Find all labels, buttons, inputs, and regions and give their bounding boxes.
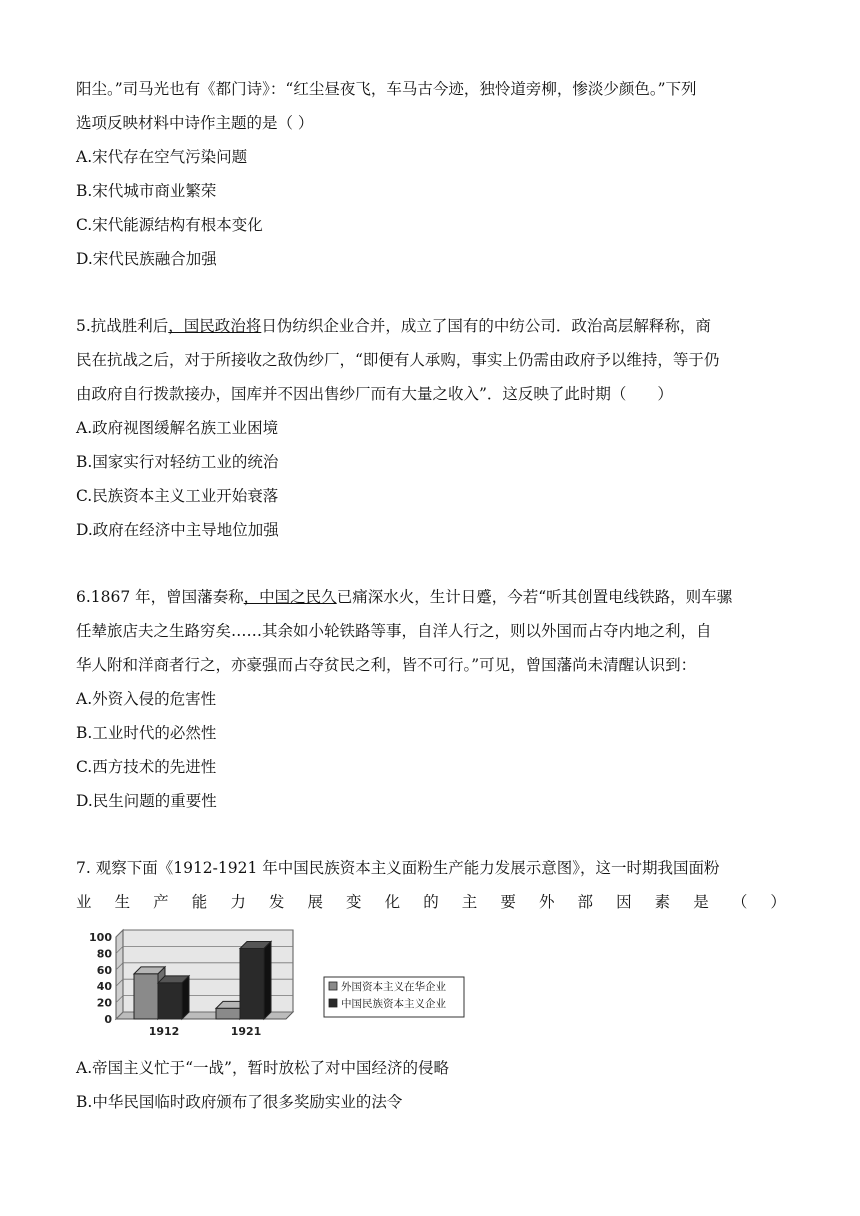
bar-side (264, 941, 271, 1019)
q7-stem-char: 生 (114, 893, 131, 911)
q5-option-d: D.政府在经济中主导地位加强 (76, 521, 279, 539)
q6-stem-line-1 (76, 580, 786, 614)
q6-stem-line-3: 华人附和洋商者行之，亦豪强而占夺贫民之利，皆不可行。”可见，曾国藩尚未清醒认识到： (76, 656, 697, 674)
q5-stem-line-2: 民在抗战之后，对于所接收之敌伪纱厂，“即便有人承购，事实上仍需由政府予以维持，等于仍 (76, 351, 720, 369)
q7-option-a: A.帝国主义忙于“一战”，暂时放松了对中国经济的侵略 (76, 1059, 449, 1077)
q4-option-d: D.宋代民族融合加强 (76, 250, 217, 268)
q6-stem-text: 6.1867 年，曾国藩奏称 (76, 588, 244, 606)
q5-stem-line-1 (76, 309, 786, 343)
q7-stem-char: 化 (384, 893, 401, 911)
q7-stem-char: 外 (538, 893, 555, 911)
q7-stem-char: 主 (461, 893, 478, 911)
q7-stem-char: （ (731, 893, 748, 911)
q7-stem-char: 发 (268, 893, 285, 911)
bar-1912-series-0 (134, 974, 158, 1019)
q7-stem-char: 力 (230, 893, 246, 911)
legend-swatch (329, 982, 337, 990)
q7-stem-line-2 (76, 885, 786, 919)
q6-option-b: B.工业时代的必然性 (76, 724, 217, 742)
q7-stem-char: 部 (577, 893, 594, 911)
exam-page (76, 72, 786, 1119)
y-tick-label: 60 (96, 963, 112, 977)
bar-1921-series-0 (216, 1008, 240, 1019)
x-tick-label: 1921 (230, 1025, 262, 1038)
q7-stem-char: 的 (423, 893, 439, 911)
q7-stem-line-1: 7. 观察下面《1912-1921 年中国民族资本主义面粉生产能力发展示意图》，这一时期我国面粉 (76, 859, 720, 877)
q4-stem-line-2: 选项反映材料中诗作主题的是（ ） (76, 114, 314, 132)
y-tick-label: 20 (96, 996, 112, 1010)
q7-stem-char: 能 (191, 893, 208, 911)
q5-stem-text: 日伪纺织企业合并，成立了国有的中纺公司．政治高层解释称，商 (261, 317, 711, 335)
q7-stem-char: 是 (693, 893, 709, 911)
flour-capacity-chart (76, 923, 786, 1051)
y-tick-label: 100 (89, 931, 112, 944)
q7-stem-char: ） (770, 893, 786, 911)
q6-option-a: A.外资入侵的危害性 (76, 690, 217, 708)
q4-option-c: C.宋代能源结构有根本变化 (76, 216, 263, 234)
q5-option-c: C.民族资本主义工业开始衰落 (76, 487, 279, 505)
y-tick-label: 80 (96, 947, 112, 961)
q6-stem-line-2: 任辇旅店夫之生路穷矣……其余如小轮铁路等事，自洋人行之，则以外国而占夺内地之利，自 (76, 622, 712, 640)
legend-label: 外国资本主义在华企业 (341, 981, 446, 993)
q6-underlined-text: ，中国之民久 (243, 588, 337, 606)
q4-stem-line-1: 阳尘。”司马光也有《都门诗》：“红尘昼夜飞，车马古今迹，独怜道旁柳，惨淡少颜色。”下列 (76, 80, 697, 98)
bar-1912-series-1 (158, 983, 182, 1019)
q5-option-b: B.国家实行对轻纺工业的统治 (76, 453, 279, 471)
q7-stem-char: 要 (500, 893, 516, 911)
q7-stem-char: 产 (153, 893, 169, 911)
q5-stem-line-3: 由政府自行拨款接办，国库并不因出售纱厂而有大量之收入”．这反映了此时期（ ） (76, 385, 673, 403)
chart-side-wall (116, 930, 123, 1019)
q4-option-b: B.宋代城市商业繁荣 (76, 182, 217, 200)
q6-option-c: C.西方技术的先进性 (76, 758, 217, 776)
q6-stem-text: 已痛深水火，生计日蹙，今若“听其创置电线铁路，则车骡 (336, 588, 733, 606)
q5-option-a: A.政府视图缓解名族工业困境 (76, 419, 279, 437)
q7-stem-char: 展 (307, 893, 323, 911)
legend-label: 中国民族资本主义企业 (341, 998, 446, 1010)
x-tick-label: 1912 (148, 1025, 180, 1038)
q7-stem-char: 业 (76, 893, 92, 911)
q4-option-a: A.宋代存在空气污染问题 (76, 148, 248, 166)
bar-1921-series-1 (240, 948, 264, 1019)
legend-swatch (329, 999, 337, 1007)
bar-side (182, 976, 189, 1019)
y-tick-label: 0 (104, 1013, 112, 1026)
bar-chart-svg (76, 923, 476, 1051)
y-tick-label: 40 (96, 980, 112, 994)
q7-stem-char: 素 (654, 893, 671, 911)
q7-stem-char: 变 (346, 893, 362, 911)
q5-underlined-text: ，国民政治将 (168, 317, 262, 335)
q5-stem-text: 5.抗战胜利后 (76, 317, 169, 335)
q7-option-b: B.中华民国临时政府颁布了很多奖励实业的法令 (76, 1093, 403, 1111)
q6-option-d: D.民生问题的重要性 (76, 792, 217, 810)
q7-stem-char: 因 (616, 893, 632, 911)
